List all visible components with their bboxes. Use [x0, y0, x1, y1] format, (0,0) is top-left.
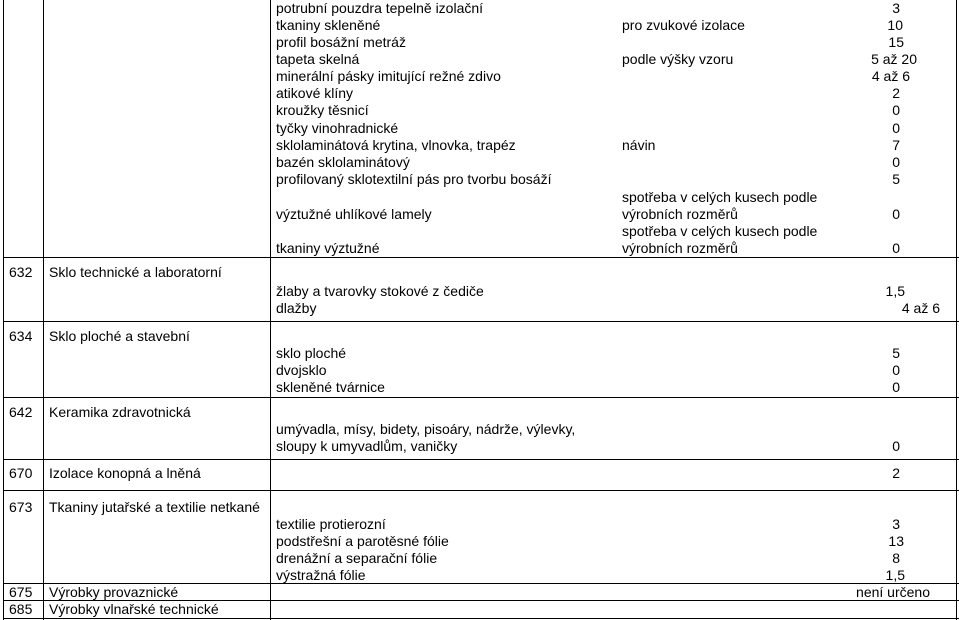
item-value: 4 až 6 — [871, 68, 910, 84]
group-code: 642 — [9, 404, 33, 420]
group-value: 2 — [892, 465, 900, 481]
group-name: Izolace konopná a lněná — [49, 465, 201, 481]
group-code: 675 — [9, 584, 33, 600]
group-name: Sklo technické a laboratorní — [49, 264, 222, 280]
item-value: 1,5 — [885, 567, 905, 583]
item-value: 10 — [887, 17, 903, 33]
item-value: 4 až 6 — [901, 300, 940, 316]
item-value: 15 — [888, 34, 904, 50]
group-name: Keramika zdravotnická — [49, 404, 191, 420]
item-label: žlaby a tvarovky stokové z čediče — [276, 283, 484, 299]
item-label: kroužky těsnicí — [276, 102, 369, 118]
item-value: 0 — [892, 379, 900, 395]
item-label: výztužné uhlíkové lamely — [276, 206, 432, 222]
item-label: umývadla, mísy, bidety, pisoáry, nádrže, výlevky, — [276, 421, 576, 437]
col-line-items — [270, 0, 271, 620]
col-line-code — [43, 0, 44, 620]
col-line-right — [956, 0, 957, 620]
group-code: 670 — [9, 465, 33, 481]
row-line-bottom — [3, 618, 959, 619]
item-label: profilovaný sklotextilní pás pro tvorbu bosáží — [276, 171, 552, 187]
item-value: 0 — [892, 438, 900, 454]
item-note: pro zvukové izolace — [622, 17, 745, 33]
group-code: 673 — [9, 499, 33, 515]
item-label: profil bosážní metráž — [276, 34, 406, 50]
item-value: 5 — [892, 171, 900, 187]
item-value: 0 — [892, 206, 900, 222]
item-value: 2 — [892, 85, 900, 101]
group-name: Výrobky vlnařské technické — [49, 601, 219, 617]
item-note: výrobních rozměrů — [622, 240, 738, 256]
item-label: potrubní pouzdra tepelně izolační — [276, 0, 484, 16]
item-note: spotřeba v celých kusech podle — [622, 189, 818, 205]
item-label: tyčky vinohradnické — [276, 120, 399, 136]
item-label: minerální pásky imitující režné zdivo — [276, 68, 501, 84]
item-value: 7 — [892, 137, 900, 153]
item-note: spotřeba v celých kusech podle — [622, 223, 818, 239]
item-label: tkaniny výztužné — [276, 240, 380, 256]
item-value: 0 — [892, 154, 900, 170]
item-value: 3 — [892, 0, 900, 16]
item-label: atikové klíny — [276, 85, 354, 101]
col-line-left — [3, 0, 4, 620]
item-value: 8 — [892, 550, 900, 566]
group-code: 634 — [9, 328, 33, 344]
item-note: výrobních rozměrů — [622, 206, 738, 222]
row-line-673 — [3, 490, 959, 491]
item-value: 1,5 — [885, 283, 905, 299]
item-value: 0 — [892, 362, 900, 378]
item-label: skleněné tvárnice — [276, 379, 385, 395]
row-line-632 — [3, 257, 959, 258]
item-label: bazén sklolaminátový — [276, 154, 410, 170]
group-name: Sklo ploché a stavební — [49, 328, 190, 344]
item-label: sklo ploché — [276, 345, 347, 361]
item-label: výstražná fólie — [276, 567, 366, 583]
item-label: podstřešní a parotěsné fólie — [276, 533, 449, 549]
item-label: textilie protierozní — [276, 516, 386, 532]
group-value: není určeno — [856, 584, 930, 600]
item-value: 3 — [892, 516, 900, 532]
row-line-642 — [3, 397, 959, 398]
group-name: Výrobky provaznické — [49, 584, 179, 600]
item-value: 0 — [892, 240, 900, 256]
item-value: 5 až 20 — [871, 51, 917, 67]
item-label: dvojsklo — [276, 362, 327, 378]
group-code: 685 — [9, 601, 33, 617]
item-label: sklolaminátová krytina, vlnovka, trapéz — [276, 137, 516, 153]
item-value: 0 — [892, 120, 900, 136]
group-name: Tkaniny jutařské a textilie netkané — [49, 499, 260, 515]
item-label: sloupy k umyvadlům, vaničky — [276, 438, 458, 454]
row-line-634 — [3, 321, 959, 322]
row-line-670 — [3, 459, 959, 460]
item-note: podle výšky vzoru — [622, 51, 734, 67]
item-label: tkaniny skleněné — [276, 17, 381, 33]
item-label: dlažby — [276, 300, 317, 316]
item-value: 13 — [888, 533, 904, 549]
item-label: tapeta skelná — [276, 51, 360, 67]
item-value: 0 — [892, 102, 900, 118]
group-code: 632 — [9, 264, 33, 280]
item-value: 5 — [892, 345, 900, 361]
item-note: návin — [622, 137, 656, 153]
item-label: drenážní a separační fólie — [276, 550, 438, 566]
